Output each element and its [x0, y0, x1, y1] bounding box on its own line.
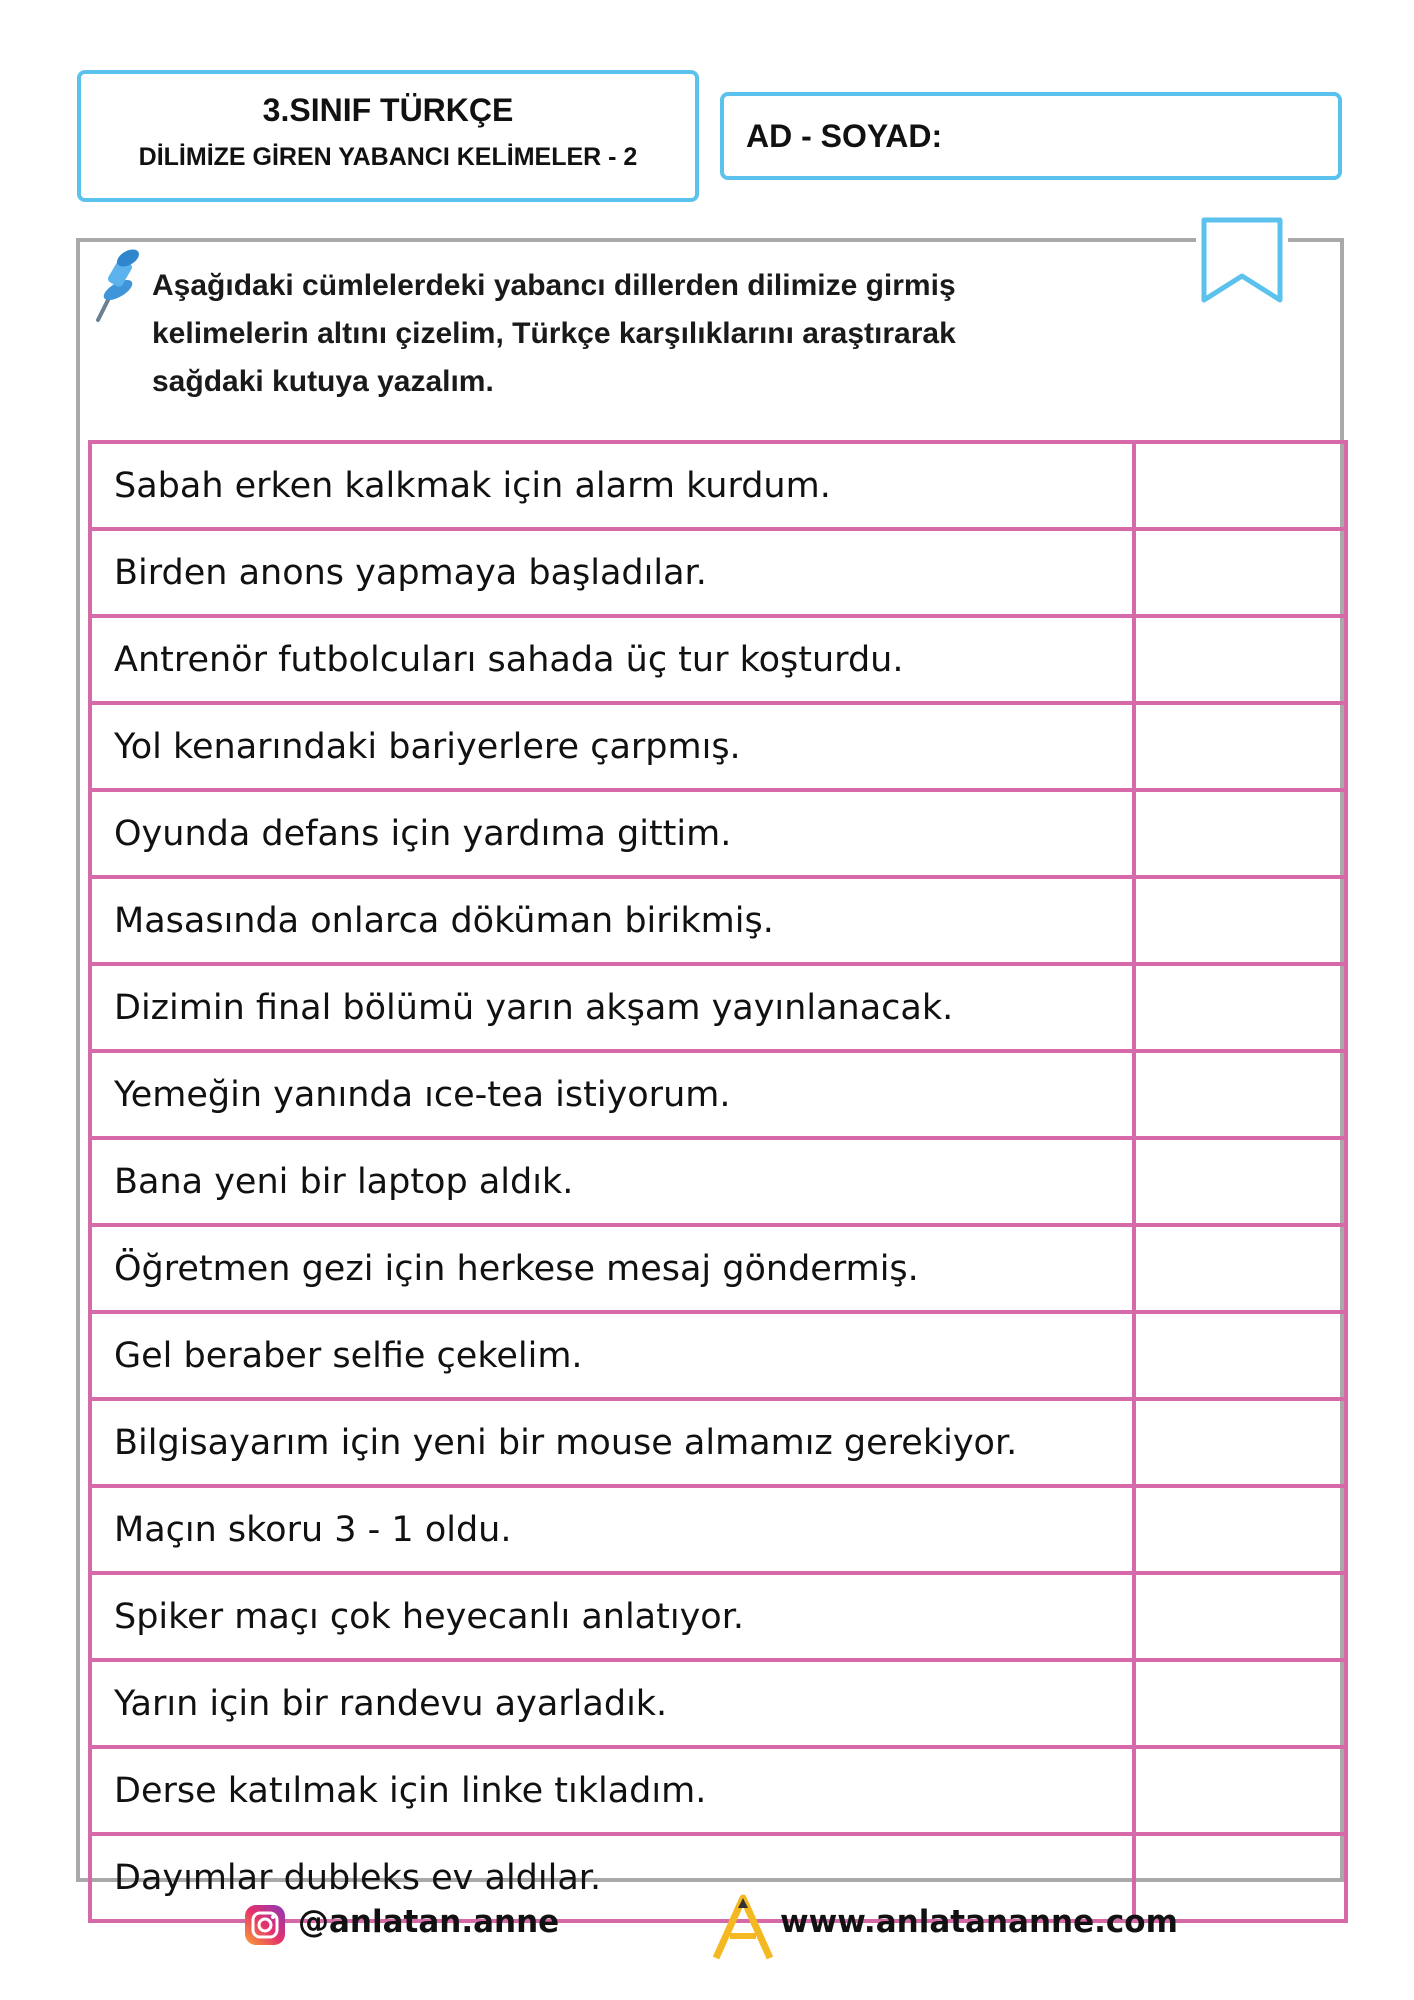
sentence-cell: Dizimin final bölümü yarın akşam yayınlanacak.	[90, 964, 1134, 1051]
table-row	[90, 529, 1346, 616]
sentence-cell: Öğretmen gezi için herkese mesaj göndermiş.	[90, 1225, 1134, 1312]
answer-box[interactable]	[1134, 1573, 1346, 1660]
answer-box[interactable]	[1134, 1312, 1346, 1399]
sentence-cell: Bana yeni bir laptop aldık.	[90, 1138, 1134, 1225]
instruction-line: Aşağıdaki cümlelerdeki yabancı dillerden dilimize girmiş	[152, 269, 956, 302]
answer-box[interactable]	[1134, 1051, 1346, 1138]
instruction-line: sağdaki kutuya yazalım.	[152, 365, 494, 398]
instagram-handle: @anlatan.anne	[298, 1904, 560, 1940]
answer-box[interactable]	[1134, 964, 1346, 1051]
instruction-text	[152, 262, 1152, 406]
table-row	[90, 790, 1346, 877]
answer-box[interactable]	[1134, 1660, 1346, 1747]
table-row	[90, 1486, 1346, 1573]
answer-box[interactable]	[1134, 442, 1346, 529]
table-row	[90, 616, 1346, 703]
answer-box[interactable]	[1134, 1225, 1346, 1312]
answer-box[interactable]	[1134, 616, 1346, 703]
sentence-cell: Sabah erken kalkmak için alarm kurdum.	[90, 442, 1134, 529]
sentence-cell: Spiker maçı çok heyecanlı anlatıyor.	[90, 1573, 1134, 1660]
exercise-table	[88, 440, 1348, 1923]
worksheet-title: 3.SINIF TÜRKÇE	[262, 92, 514, 128]
answer-box[interactable]	[1134, 1486, 1346, 1573]
sentence-cell: Yemeğin yanında ıce-tea istiyorum.	[90, 1051, 1134, 1138]
answer-box[interactable]	[1134, 703, 1346, 790]
website-link[interactable]: www.anlatananne.com	[780, 1904, 1178, 1940]
name-field[interactable]	[720, 92, 1342, 180]
sentence-cell: Masasında onlarca döküman birikmiş.	[90, 877, 1134, 964]
sentence-cell: Yol kenarındaki bariyerlere çarpmış.	[90, 703, 1134, 790]
table-row	[90, 1312, 1346, 1399]
pushpin-icon	[92, 246, 144, 324]
table-row	[90, 1225, 1346, 1312]
worksheet-subtitle: DİLİMİZE GİREN YABANCI KELİMELER - 2	[138, 143, 638, 171]
table-row	[90, 1747, 1346, 1834]
sentence-cell: Bilgisayarım için yeni bir mouse almamız gerekiyor.	[90, 1399, 1134, 1486]
sentence-cell: Birden anons yapmaya başladılar.	[90, 529, 1134, 616]
answer-box[interactable]	[1134, 1138, 1346, 1225]
table-row	[90, 703, 1346, 790]
sentence-cell: Gel beraber selfie çekelim.	[90, 1312, 1134, 1399]
sentence-cell: Oyunda defans için yardıma gittim.	[90, 790, 1134, 877]
answer-box[interactable]	[1134, 877, 1346, 964]
answer-box[interactable]	[1134, 1747, 1346, 1834]
sentence-cell: Dayımlar dubleks ev aldılar.	[90, 1834, 1134, 1921]
letter-a-logo-icon	[712, 1894, 774, 1960]
answer-box[interactable]	[1134, 1399, 1346, 1486]
answer-box[interactable]	[1134, 529, 1346, 616]
sentence-cell: Antrenör futbolcuları sahada üç tur koşturdu.	[90, 616, 1134, 703]
sentence-cell: Derse katılmak için linke tıkladım.	[90, 1747, 1134, 1834]
table-row	[90, 1138, 1346, 1225]
bookmark-icon	[1196, 214, 1288, 310]
instruction-line: kelimelerin altını çizelim, Türkçe karşılıklarını araştırarak	[152, 317, 956, 350]
answer-box[interactable]	[1134, 790, 1346, 877]
footer	[0, 1890, 1414, 1960]
sentence-cell: Maçın skoru 3 - 1 oldu.	[90, 1486, 1134, 1573]
title-box	[77, 70, 699, 202]
table-row	[90, 1660, 1346, 1747]
table-row	[90, 1051, 1346, 1138]
name-label: AD - SOYAD:	[746, 117, 943, 154]
sentence-cell: Yarın için bir randevu ayarladık.	[90, 1660, 1134, 1747]
instagram-icon	[244, 1904, 286, 1946]
table-row	[90, 442, 1346, 529]
table-row	[90, 1573, 1346, 1660]
table-row	[90, 877, 1346, 964]
table-row	[90, 964, 1346, 1051]
table-row	[90, 1399, 1346, 1486]
